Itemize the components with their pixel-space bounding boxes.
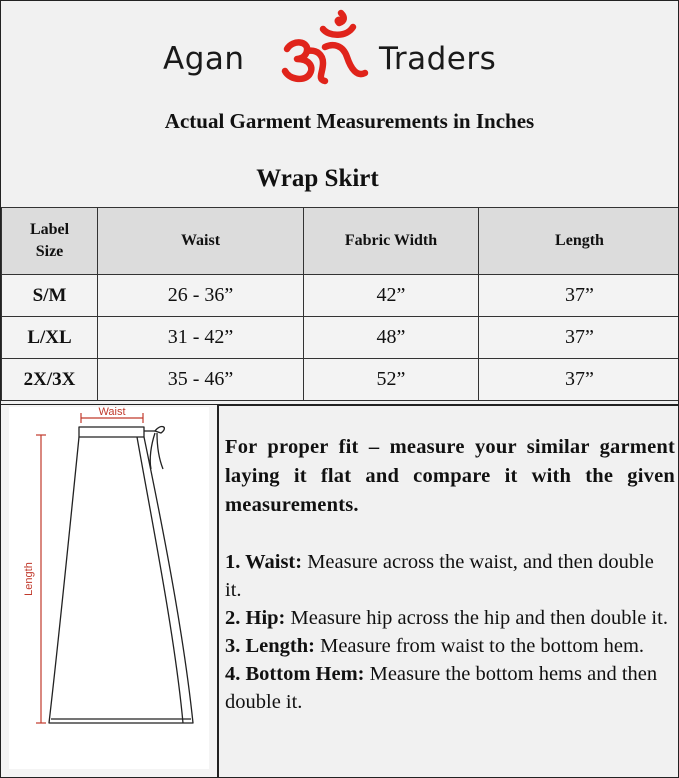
waist-tie <box>144 427 164 469</box>
table-row <box>2 275 679 317</box>
step-hip <box>225 604 675 632</box>
table-row <box>2 359 679 401</box>
waist-dimension <box>81 407 143 423</box>
row-fabric-width: 48” <box>304 317 479 359</box>
table-row <box>2 317 679 359</box>
measurement-instructions <box>225 433 675 716</box>
step-title: 1. Waist: <box>225 551 303 573</box>
om-symbol-icon <box>267 7 371 85</box>
step-text: Measure from waist to the bottom hem. <box>314 635 645 657</box>
brand-header <box>1 7 679 87</box>
step-text: Measure across the waist, and then double it. <box>225 551 654 601</box>
brand-name-left: Agan <box>163 41 245 77</box>
row-waist: 26 - 36” <box>98 275 304 317</box>
row-length: 37” <box>479 275 679 317</box>
step-text: Measure the bottom hems and then double it. <box>225 663 658 713</box>
product-title: Wrap Skirt <box>256 165 379 192</box>
step-bottom-hem <box>225 660 675 716</box>
row-length: 37” <box>479 317 679 359</box>
length-dimension <box>23 435 46 723</box>
step-text: Measure hip across the hip and then double it. <box>285 607 668 629</box>
header-waist: Waist <box>98 208 304 275</box>
row-fabric-width: 52” <box>304 359 479 401</box>
row-size: L/XL <box>2 317 98 359</box>
size-table <box>1 207 679 401</box>
skirt-outline <box>49 427 193 723</box>
step-title: 4. Bottom Hem: <box>225 663 365 685</box>
table-header-row <box>2 208 679 275</box>
column-divider <box>217 405 219 778</box>
step-length <box>225 632 675 660</box>
step-title: 2. Hip: <box>225 607 286 629</box>
row-size: S/M <box>2 275 98 317</box>
header-label-size: Label Size <box>2 208 98 275</box>
step-title: 3. Length: <box>225 635 315 657</box>
chart-subtitle: Actual Garment Measurements in Inches <box>164 109 535 133</box>
row-size: 2X/3X <box>2 359 98 401</box>
row-length: 37” <box>479 359 679 401</box>
length-label: Length <box>23 562 35 596</box>
row-waist: 35 - 46” <box>98 359 304 401</box>
wrap-skirt-diagram <box>9 407 209 769</box>
waist-label: Waist <box>98 407 126 418</box>
fit-intro: For proper fit – measure your similar garment laying it flat and compare it with the given measurements. <box>225 436 675 516</box>
diagram-card <box>9 407 209 769</box>
step-waist <box>225 548 675 604</box>
header-fabric-width: Fabric Width <box>304 208 479 275</box>
row-waist: 31 - 42” <box>98 317 304 359</box>
diagram-panel <box>1 405 217 778</box>
header-length: Length <box>479 208 679 275</box>
brand-name-right: Traders <box>379 41 497 77</box>
row-fabric-width: 42” <box>304 275 479 317</box>
